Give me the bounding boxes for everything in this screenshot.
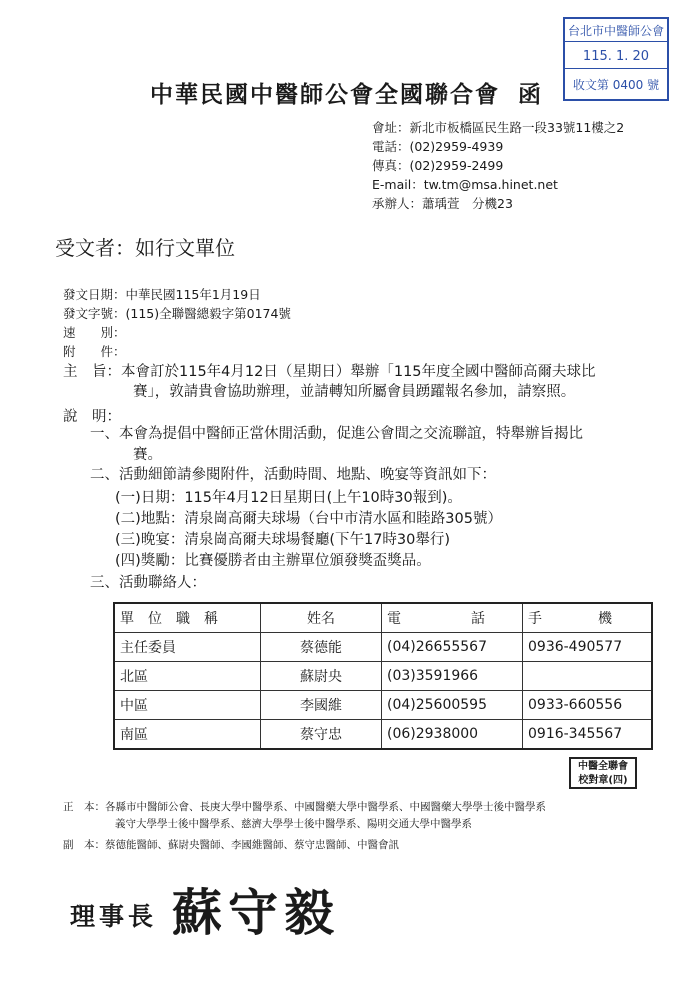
event-location: (二)地點：清泉崗高爾夫球場（台中市清水區和睦路305號） — [115, 511, 502, 527]
sender-address: 會址：新北市板橋區民生路一段33號11樓之2 — [372, 120, 625, 135]
document-title: 中華民國中醫師公會全國聯合會 — [150, 82, 500, 108]
sender-email: E-mail：tw.tm@msa.hinet.net — [372, 177, 558, 192]
header-unit: 單 位 職 稱 — [114, 603, 261, 633]
issue-date: 發文日期：中華民國115年1月19日 — [63, 287, 261, 302]
cell-name: 蘇尉央 — [261, 662, 382, 691]
explanation-label: 說 明： — [63, 409, 121, 425]
event-dinner: (三)晚宴：清泉崗高爾夫球場餐廳(下午17時30舉行) — [115, 532, 451, 548]
cell-name: 蔡守忠 — [261, 720, 382, 750]
subject-line-1: 主 旨：本會訂於115年4月12日（星期日）舉辦「115年度全國中醫師高爾夫球比 — [63, 364, 596, 380]
explanation-item-2: 二、活動細節請參閱附件，活動時間、地點、晚宴等資訊如下： — [90, 467, 496, 483]
cell-mobile: 0916-345567 — [523, 720, 653, 750]
event-awards: (四)獎勵：比賽優勝者由主辦單位頒發獎盃獎品。 — [115, 553, 431, 569]
cell-mobile — [523, 662, 653, 691]
cell-unit: 南區 — [114, 720, 261, 750]
table-header-row — [114, 603, 652, 633]
cell-mobile: 0936-490577 — [523, 633, 653, 662]
proofreading-seal — [569, 757, 637, 789]
sender-fax: 傳真：(02)2959-2499 — [372, 158, 504, 173]
stamp-org: 台北市中醫師公會 — [565, 21, 667, 42]
copy-recipients: 副 本：蔡德能醫師、蘇尉央醫師、李國維醫師、蔡守忠醫師、中醫會訊 — [63, 839, 399, 851]
explanation-item-3: 三、活動聯絡人： — [90, 575, 206, 591]
sender-phone: 電話：(02)2959-4939 — [372, 139, 504, 154]
table-row — [114, 720, 652, 750]
document-type: 函 — [518, 82, 541, 108]
header-name: 姓名 — [261, 603, 382, 633]
cell-unit: 主任委員 — [114, 633, 261, 662]
cell-name: 李國維 — [261, 691, 382, 720]
explanation-item-1-cont: 賽。 — [133, 447, 162, 463]
seal-line-2: 校對章(四) — [578, 775, 628, 786]
table-row — [114, 633, 652, 662]
cell-phone: (06)2938000 — [382, 720, 523, 750]
attachments: 附 件： — [63, 344, 126, 359]
header-phone: 電 話 — [382, 603, 523, 633]
stamp-date: 115. 1. 20 — [565, 46, 667, 69]
cell-phone: (04)26655567 — [382, 633, 523, 662]
main-recipients: 正 本：各縣市中醫師公會、長庚大學中醫學系、中國醫藥大學中醫學系、中國醫藥大學學士後中醫學系 — [63, 801, 546, 813]
chairman-signature: 蘇守毅 — [172, 883, 340, 942]
cell-mobile: 0933-660556 — [523, 691, 653, 720]
cell-phone: (04)25600595 — [382, 691, 523, 720]
cell-unit: 中區 — [114, 691, 261, 720]
explanation-item-1: 一、本會為提倡中醫師正當休閒活動，促進公會間之交流聯誼，特舉辦旨揭比 — [90, 426, 583, 442]
sender-contact: 承辦人：蕭瑀萱 分機23 — [372, 196, 513, 211]
contacts-table — [113, 602, 653, 750]
seal-line-1: 中醫全聯會 — [578, 761, 628, 772]
recipient: 受文者：如行文單位 — [55, 236, 235, 260]
cell-name: 蔡德能 — [261, 633, 382, 662]
header-mobile: 手 機 — [523, 603, 653, 633]
table-row — [114, 691, 652, 720]
cell-unit: 北區 — [114, 662, 261, 691]
table-row — [114, 662, 652, 691]
receipt-stamp — [563, 17, 669, 101]
subject-line-2: 賽」，敦請貴會協助辦理，並請轉知所屬會員踴躍報名參加，請察照。 — [133, 384, 576, 400]
stamp-receipt-number: 收文第 0400 號 — [572, 78, 660, 92]
event-date: (一)日期：115年4月12日星期日(上午10時30報到)。 — [115, 490, 462, 506]
cell-phone: (03)3591966 — [382, 662, 523, 691]
speed-class: 速 別： — [63, 325, 126, 340]
chairman-title: 理事長 — [70, 902, 158, 931]
main-recipients-cont: 義守大學學士後中醫學系、慈濟大學學士後中醫學系、陽明交通大學中醫學系 — [115, 818, 472, 830]
document-number: 發文字號：(115)全聯醫總毅字第0174號 — [63, 306, 291, 321]
